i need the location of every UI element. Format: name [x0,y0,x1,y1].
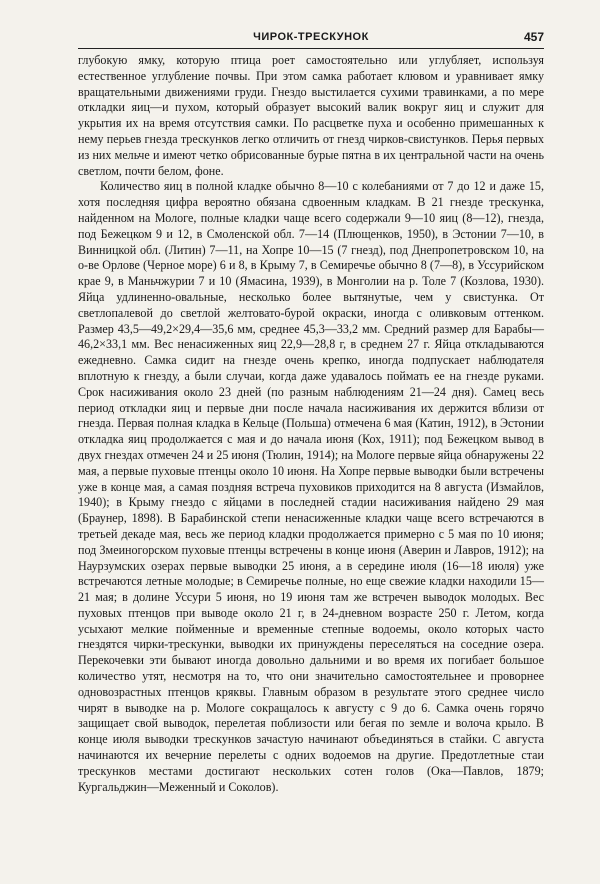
body-text [78,53,544,795]
running-title: ЧИРОК-ТРЕСКУНОК [253,31,369,43]
page-header [78,30,544,49]
page-number: 457 [523,30,544,44]
paragraph-nest-lining: глубокую ямку, которую птица роет самостоятельно или углубляет, используя естественное углубление почвы. При этом самка работает клювом и уравнивает ямку вращательными движениями груди. Гнездо выстилается сухими травинками, а по мере откладки яиц—и пухом, который образует высокий валик вокруг яиц и служит для укрытия их на время отсутствия самки. По расцветке пуха и особенно примешанных к нему перьев гнезда трескунков легко отличить от гнезд чирков-свистунков. Перья первых из них мельче и имеют четко обрисованные бурые пятна в их центральной части на очень светлом, почти белом, фоне. [78,53,544,178]
paragraph-clutch-and-breeding: Количество яиц в полной кладке обычно 8—10 с колебаниями от 7 до 12 и даже 15, хотя последняя цифра вероятно обязана сдвоенным кладкам. В 21 гнезде трескунка, найденном на Мологе, полные кладки чаще всего содержали 9—10 яиц (8—12), гнезда, под Бежецком 9 и 12, в Смоленской обл. 7—14 (Плющенков, 1950), в Эстонии 7—10, в Винницкой обл. (Литин) 7—11, на Хопре 10—15 (7 гнезд), под Днепропетровском 10, на о-ве Орлове (Черное море) 6 и 8, в Крыму 7, в Семиречье обычно 8 (7—8), в Уссурийском крае 9, в Маньчжурии 7 и 10 (Ямасина, 1939), в Монголии на р. Толе 7 (Козлова, 1930). Яйца удлиненно-овальные, несколько более вытянутые, чем у свистунка. От светлопалевой до светлой желтовато-бурой окраски, иногда с оливковым оттенком. Размер 43,5—49,2×29,4—35,6 мм, среднее 45,3—33,2 мм. Средний размер для Барабы—46,2×33,1 мм. Вес ненасиженных яиц 22,9—28,8 г, в среднем 27 г. Яйца откладываются ежедневно. Самка сидит на гнезде очень крепко, иногда подпускает наблюдателя вплотную к гнезду, а были случаи, когда даже удавалось поймать ее на гнезде руками. Срок насиживания около 23 дней (по разным наблюдениям 21—24 дня). Самец весь период откладки яиц и первые дни после начала насиживания их держится вблизи от гнезда. Первая полная кладка в Кельце (Польша) отмечена 6 мая (Катин, 1912), в Эстонии откладка яиц продолжается с мая и до начала июня (Кох, 1911); под Бежецком вывод в двух гнездах отмечен 24 и 25 июня (Тюлин, 1914); на Мологе первые яйца обнаружены 22 мая, а первые пуховые птенцы около 10 июня. На Хопре первые выводки были встречены уже в конце мая, а самая поздняя встреча пуховиков приходится на 8 августа (Измайлов, 1940); в Крыму гнездо с яйцами в последней стадии насиживания найдено 29 мая (Браунер, 1898). В Барабинской степи ненасиженные кладки чаще всего встречаются в третьей декаде мая, весь же период кладки продолжается примерно с 5 мая по 10 июня; под Змеиногорском пуховые птенцы встречены в конце июня (Аверин и Лавров, 1912); на Наурзумских озерах первые выводки 25 июня, а в середине июля (16—18 июля) уже встречаются летные молодые; в Семиречье полные, но еще свежие кладки находили 15—21 мая; в долине Уссури 5 июня, но 19 июня там же встречен выводок молодых. Вес пуховых птенцов при выводе около 21 г, в 24-дневном возрасте 250 г. Летом, когда усыхают мелкие пойменные и временные степные водоемы, около которых часто гнездятся чирки-трескунки, выводки их принуждены переселяться на соседние озера. Перекочевки эти бывают иногда довольно дальними и во время их погибает большое количество утят, несмотря на то, что они значительно самостоятельнее и проворнее одновозрастных птенцов кряквы. Главным образом в результате этого среднее число чирят в выводке на р. Мологе сокращалось к августу с 9 до 6. Самка очень горячо защищает свой выводок, перелетая поблизости или бегая по земле и волоча крыло. В конце июля выводки трескунков зачастую начинают объединяться в стайки. С августа начинаются их вечерние перелеты с одних водоемов на другие. Предотлетные стаи трескунков местами достигают нескольких сотен голов (Ока—Павлов, 1879; Кургальджин—Меженный и Соколов). [78,179,544,794]
